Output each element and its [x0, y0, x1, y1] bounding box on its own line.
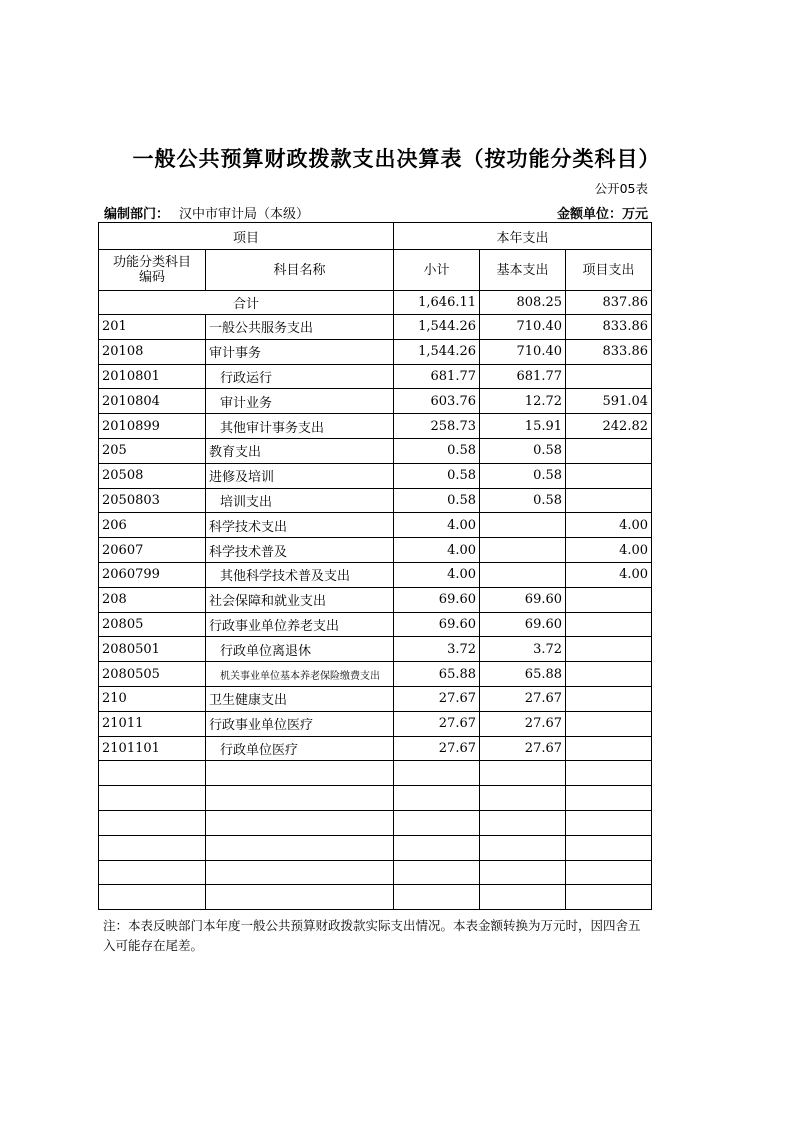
basic-cell: 27.67: [480, 736, 566, 761]
empty-cell: [480, 761, 566, 786]
name-cell: 社会保障和就业支出: [206, 587, 394, 612]
code-cell: 20607: [99, 538, 206, 563]
amount-unit: 金额单位：万元: [556, 207, 648, 222]
empty-cell: [566, 786, 652, 811]
subtotal-cell: 0.58: [394, 488, 480, 513]
table-row: [99, 538, 652, 563]
subtotal-cell: 681.77: [394, 364, 480, 389]
table-row: [99, 662, 652, 687]
name-cell: 审计事务: [206, 339, 394, 364]
table-row: [99, 414, 652, 439]
empty-cell: [480, 810, 566, 835]
header-code-line2: 编码: [138, 270, 165, 285]
basic-cell: 710.40: [480, 315, 566, 340]
table-row: [99, 438, 652, 463]
header-project: 项目: [99, 223, 394, 250]
name-cell: 进修及培训: [206, 463, 394, 488]
empty-cell: [206, 786, 394, 811]
page-title: 一般公共预算财政拨款支出决算表（按功能分类科目）: [132, 147, 661, 171]
empty-cell: [480, 835, 566, 860]
empty-cell: [480, 885, 566, 910]
empty-cell: [206, 810, 394, 835]
basic-cell: 69.60: [480, 612, 566, 637]
header-project-exp: 项目支出: [566, 250, 652, 291]
project-cell: [566, 686, 652, 711]
table-row: [99, 686, 652, 711]
table-row: [99, 612, 652, 637]
name-cell: 行政单位离退休: [206, 637, 394, 662]
basic-cell: 710.40: [480, 339, 566, 364]
basic-cell: 27.67: [480, 686, 566, 711]
project-cell: [566, 637, 652, 662]
empty-cell: [566, 835, 652, 860]
code-cell: 210: [99, 686, 206, 711]
basic-cell: 3.72: [480, 637, 566, 662]
name-cell: 其他审计事务支出: [206, 414, 394, 439]
empty-cell: [394, 786, 480, 811]
empty-row: [99, 860, 652, 885]
subtotal-cell: 27.67: [394, 711, 480, 736]
project-cell: [566, 612, 652, 637]
subtotal-cell: 603.76: [394, 389, 480, 414]
project-cell: [566, 736, 652, 761]
name-cell: 其他科学技术普及支出: [206, 562, 394, 587]
empty-row: [99, 885, 652, 910]
subtotal-cell: 4.00: [394, 538, 480, 563]
empty-cell: [99, 860, 206, 885]
subtotal-cell: 0.58: [394, 438, 480, 463]
subtotal-cell: 1,544.26: [394, 315, 480, 340]
project-cell: 833.86: [566, 315, 652, 340]
name-cell: 培训支出: [206, 488, 394, 513]
empty-cell: [206, 835, 394, 860]
empty-cell: [206, 885, 394, 910]
name-cell: 行政事业单位养老支出: [206, 612, 394, 637]
basic-cell: 0.58: [480, 488, 566, 513]
table-row: [99, 562, 652, 587]
empty-cell: [99, 786, 206, 811]
table-row: [99, 711, 652, 736]
department-label: 编制部门：: [104, 207, 170, 222]
basic-cell: 27.67: [480, 711, 566, 736]
empty-cell: [394, 835, 480, 860]
code-cell: 2080505: [99, 662, 206, 687]
name-cell: 卫生健康支出: [206, 686, 394, 711]
header-code: [99, 250, 206, 291]
empty-row: [99, 761, 652, 786]
empty-cell: [99, 761, 206, 786]
empty-cell: [480, 786, 566, 811]
empty-cell: [99, 885, 206, 910]
basic-cell: [480, 562, 566, 587]
empty-row: [99, 810, 652, 835]
code-cell: 20508: [99, 463, 206, 488]
basic-cell: 69.60: [480, 587, 566, 612]
project-cell: [566, 488, 652, 513]
code-cell: 21011: [99, 711, 206, 736]
subtotal-cell: 4.00: [394, 562, 480, 587]
project-cell: [566, 438, 652, 463]
empty-row: [99, 835, 652, 860]
empty-cell: [566, 761, 652, 786]
project-cell: [566, 463, 652, 488]
name-cell: 一般公共服务支出: [206, 315, 394, 340]
total-label: 合计: [99, 291, 394, 315]
empty-cell: [206, 761, 394, 786]
project-cell: 242.82: [566, 414, 652, 439]
code-cell: 20108: [99, 339, 206, 364]
header-subtotal: 小计: [394, 250, 480, 291]
table-row: [99, 315, 652, 340]
form-number: 公开05表: [594, 181, 648, 196]
project-cell: 4.00: [566, 562, 652, 587]
empty-cell: [566, 810, 652, 835]
name-cell: 机关事业单位基本养老保险缴费支出: [206, 662, 394, 687]
empty-cell: [394, 860, 480, 885]
empty-cell: [206, 860, 394, 885]
department-value: 汉中市审计局（本级）: [179, 207, 310, 222]
empty-cell: [566, 885, 652, 910]
table-row: [99, 389, 652, 414]
code-cell: 2101101: [99, 736, 206, 761]
code-cell: 2080501: [99, 637, 206, 662]
header-this-year: 本年支出: [394, 223, 652, 250]
basic-cell: [480, 513, 566, 538]
subtotal-cell: 258.73: [394, 414, 480, 439]
empty-cell: [394, 885, 480, 910]
subtotal-cell: 3.72: [394, 637, 480, 662]
basic-cell: 0.58: [480, 438, 566, 463]
project-cell: 4.00: [566, 538, 652, 563]
name-cell: 审计业务: [206, 389, 394, 414]
empty-cell: [99, 835, 206, 860]
expenditure-table: [98, 222, 652, 910]
empty-cell: [394, 810, 480, 835]
table-row: [99, 513, 652, 538]
table-row: [99, 587, 652, 612]
total-basic: 808.25: [480, 291, 566, 315]
footnote: 注：本表反映部门本年度一般公共预算财政拨款实际支出情况。本表金额转换为万元时，因四舍五入可能存在尾差。: [103, 918, 641, 953]
code-cell: 20805: [99, 612, 206, 637]
project-cell: [566, 364, 652, 389]
basic-cell: 15.91: [480, 414, 566, 439]
code-cell: 206: [99, 513, 206, 538]
code-cell: 2010804: [99, 389, 206, 414]
empty-cell: [480, 860, 566, 885]
total-row: [99, 291, 652, 315]
name-cell: 教育支出: [206, 438, 394, 463]
subtotal-cell: 0.58: [394, 463, 480, 488]
subtotal-cell: 69.60: [394, 612, 480, 637]
table-row: [99, 463, 652, 488]
project-cell: 591.04: [566, 389, 652, 414]
table-row: [99, 488, 652, 513]
table-row: [99, 637, 652, 662]
subtotal-cell: 65.88: [394, 662, 480, 687]
table-row: [99, 339, 652, 364]
empty-cell: [566, 860, 652, 885]
project-cell: 833.86: [566, 339, 652, 364]
basic-cell: 0.58: [480, 463, 566, 488]
name-cell: 行政运行: [206, 364, 394, 389]
code-cell: 2060799: [99, 562, 206, 587]
project-cell: 4.00: [566, 513, 652, 538]
name-cell: 科学技术支出: [206, 513, 394, 538]
subtotal-cell: 27.67: [394, 736, 480, 761]
header-basic: 基本支出: [480, 250, 566, 291]
empty-cell: [394, 761, 480, 786]
empty-cell: [99, 810, 206, 835]
table-row: [99, 736, 652, 761]
subtotal-cell: 1,544.26: [394, 339, 480, 364]
basic-cell: 681.77: [480, 364, 566, 389]
name-cell: 行政事业单位医疗: [206, 711, 394, 736]
subtotal-cell: 69.60: [394, 587, 480, 612]
code-cell: 2010899: [99, 414, 206, 439]
header-name: 科目名称: [206, 250, 394, 291]
basic-cell: [480, 538, 566, 563]
basic-cell: 65.88: [480, 662, 566, 687]
project-cell: [566, 662, 652, 687]
name-cell: 科学技术普及: [206, 538, 394, 563]
basic-cell: 12.72: [480, 389, 566, 414]
code-cell: 205: [99, 438, 206, 463]
total-subtotal: 1,646.11: [394, 291, 480, 315]
name-cell: 行政单位医疗: [206, 736, 394, 761]
code-cell: 201: [99, 315, 206, 340]
subtotal-cell: 27.67: [394, 686, 480, 711]
project-cell: [566, 587, 652, 612]
code-cell: 2050803: [99, 488, 206, 513]
department-info: [104, 203, 309, 222]
code-cell: 208: [99, 587, 206, 612]
table-row: [99, 364, 652, 389]
project-cell: [566, 711, 652, 736]
code-cell: 2010801: [99, 364, 206, 389]
total-project: 837.86: [566, 291, 652, 315]
subtotal-cell: 4.00: [394, 513, 480, 538]
empty-row: [99, 786, 652, 811]
header-code-line1: 功能分类科目: [112, 255, 191, 270]
